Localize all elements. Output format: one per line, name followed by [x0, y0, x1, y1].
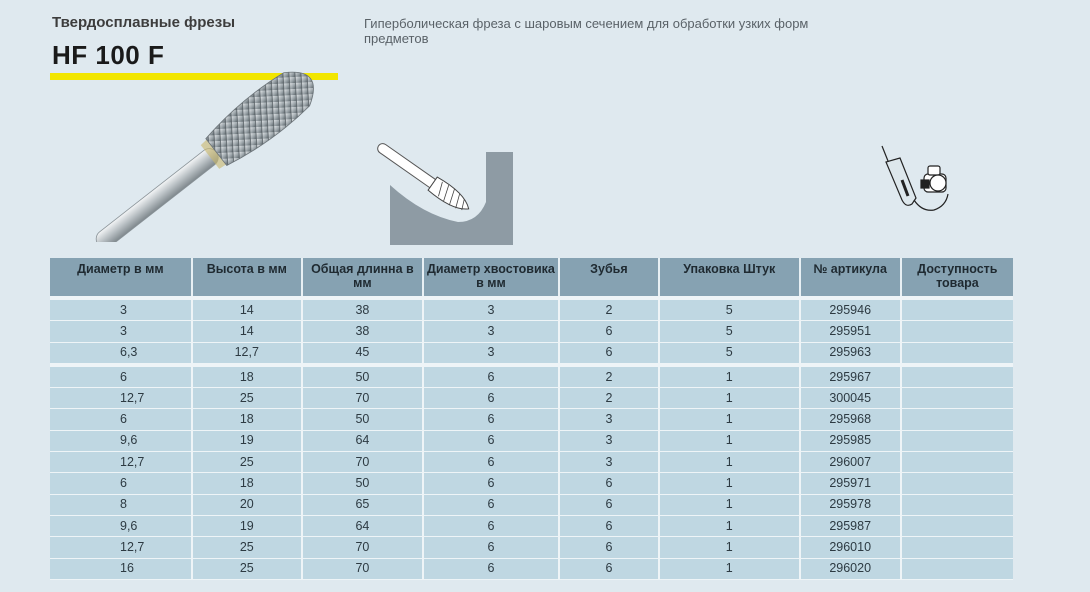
- cell-diameter: 9,6: [50, 515, 192, 536]
- cell-total-length: 70: [302, 452, 423, 473]
- cell-shank-diameter: 6: [423, 515, 559, 536]
- cell-diameter: 12,7: [50, 388, 192, 409]
- cell-article-no: 296010: [800, 537, 901, 558]
- cell-height: 20: [192, 494, 302, 515]
- cell-availability: [901, 558, 1013, 579]
- cell-shank-diameter: 6: [423, 558, 559, 579]
- cell-article-no: 295951: [800, 321, 901, 342]
- cell-shank-diameter: 6: [423, 430, 559, 451]
- carbide-burr-image: [70, 62, 350, 242]
- cell-diameter: 16: [50, 558, 192, 579]
- cell-height: 25: [192, 558, 302, 579]
- cell-height: 18: [192, 365, 302, 388]
- cell-total-length: 70: [302, 537, 423, 558]
- cell-teeth: 2: [559, 365, 659, 388]
- cell-availability: [901, 494, 1013, 515]
- product-spec-table: [50, 258, 1013, 580]
- cell-teeth: 6: [559, 473, 659, 494]
- cell-pack-qty: 1: [659, 452, 800, 473]
- cell-pack-qty: 1: [659, 515, 800, 536]
- cell-availability: [901, 515, 1013, 536]
- cell-teeth: 2: [559, 388, 659, 409]
- cell-diameter: 6: [50, 365, 192, 388]
- cell-availability: [901, 430, 1013, 451]
- page-title: HF 100 F: [52, 40, 165, 70]
- table-header-row: [50, 258, 1013, 298]
- cell-availability: [901, 452, 1013, 473]
- col-header-availability: Доступность товара: [901, 258, 1013, 298]
- cell-height: 14: [192, 298, 302, 321]
- cell-diameter: 6: [50, 409, 192, 430]
- cell-total-length: 70: [302, 388, 423, 409]
- cell-total-length: 64: [302, 515, 423, 536]
- col-header-teeth: Зубья: [559, 258, 659, 298]
- cell-total-length: 70: [302, 558, 423, 579]
- cell-total-length: 38: [302, 298, 423, 321]
- table-row: [50, 537, 1013, 558]
- cell-pack-qty: 5: [659, 298, 800, 321]
- cell-pack-qty: 1: [659, 430, 800, 451]
- cell-pack-qty: 1: [659, 473, 800, 494]
- cell-availability: [901, 342, 1013, 365]
- cell-shank-diameter: 6: [423, 537, 559, 558]
- cell-total-length: 50: [302, 409, 423, 430]
- cell-height: 25: [192, 537, 302, 558]
- cell-diameter: 12,7: [50, 452, 192, 473]
- cell-article-no: 296020: [800, 558, 901, 579]
- cell-total-length: 45: [302, 342, 423, 365]
- cell-shank-diameter: 3: [423, 321, 559, 342]
- cell-teeth: 6: [559, 558, 659, 579]
- cell-article-no: 295963: [800, 342, 901, 365]
- table-row: [50, 365, 1013, 388]
- cell-teeth: 6: [559, 537, 659, 558]
- cell-pack-qty: 1: [659, 388, 800, 409]
- cell-article-no: 295946: [800, 298, 901, 321]
- product-description: Гиперболическая фреза с шаровым сечением для обработки узких форм предметов: [364, 16, 809, 46]
- cell-pack-qty: 1: [659, 558, 800, 579]
- cell-teeth: 6: [559, 321, 659, 342]
- cell-height: 25: [192, 452, 302, 473]
- table-row: [50, 515, 1013, 536]
- cell-article-no: 295987: [800, 515, 901, 536]
- cell-total-length: 50: [302, 365, 423, 388]
- cell-diameter: 6: [50, 473, 192, 494]
- cell-availability: [901, 409, 1013, 430]
- cell-teeth: 2: [559, 298, 659, 321]
- cell-diameter: 9,6: [50, 430, 192, 451]
- table-row: [50, 409, 1013, 430]
- cell-teeth: 3: [559, 430, 659, 451]
- cell-pack-qty: 5: [659, 321, 800, 342]
- cell-shank-diameter: 6: [423, 409, 559, 430]
- cell-height: 18: [192, 473, 302, 494]
- application-diagram: [368, 140, 518, 250]
- cell-shank-diameter: 3: [423, 342, 559, 365]
- cell-diameter: 3: [50, 321, 192, 342]
- cell-article-no: 296007: [800, 452, 901, 473]
- cell-height: 25: [192, 388, 302, 409]
- col-header-diameter: Диаметр в мм: [50, 258, 192, 298]
- col-header-shank-diameter: Диаметр хвостовика в мм: [423, 258, 559, 298]
- cell-availability: [901, 321, 1013, 342]
- cell-availability: [901, 365, 1013, 388]
- cell-diameter: 3: [50, 298, 192, 321]
- cell-teeth: 3: [559, 409, 659, 430]
- cell-shank-diameter: 6: [423, 494, 559, 515]
- table-row: [50, 452, 1013, 473]
- cell-shank-diameter: 6: [423, 473, 559, 494]
- cell-pack-qty: 1: [659, 537, 800, 558]
- cell-availability: [901, 537, 1013, 558]
- cell-pack-qty: 1: [659, 409, 800, 430]
- cell-height: 19: [192, 515, 302, 536]
- table-row: [50, 388, 1013, 409]
- col-header-height: Высота в мм: [192, 258, 302, 298]
- col-header-total-length: Общая длинна в мм: [302, 258, 423, 298]
- cell-pack-qty: 1: [659, 365, 800, 388]
- cell-shank-diameter: 6: [423, 452, 559, 473]
- cell-total-length: 64: [302, 430, 423, 451]
- cell-height: 14: [192, 321, 302, 342]
- cell-teeth: 6: [559, 342, 659, 365]
- table-row: [50, 342, 1013, 365]
- cell-height: 12,7: [192, 342, 302, 365]
- table-row: [50, 494, 1013, 515]
- cell-pack-qty: 5: [659, 342, 800, 365]
- cell-availability: [901, 298, 1013, 321]
- table-row: [50, 430, 1013, 451]
- page-subtitle: Твердосплавные фрезы: [52, 14, 236, 31]
- cell-diameter: 12,7: [50, 537, 192, 558]
- cell-pack-qty: 1: [659, 494, 800, 515]
- cell-total-length: 65: [302, 494, 423, 515]
- cell-teeth: 6: [559, 515, 659, 536]
- cell-height: 18: [192, 409, 302, 430]
- cell-shank-diameter: 6: [423, 365, 559, 388]
- cell-teeth: 6: [559, 494, 659, 515]
- cell-total-length: 50: [302, 473, 423, 494]
- cell-total-length: 38: [302, 321, 423, 342]
- cell-article-no: 295968: [800, 409, 901, 430]
- cell-diameter: 8: [50, 494, 192, 515]
- table-row: [50, 473, 1013, 494]
- cell-availability: [901, 388, 1013, 409]
- cell-shank-diameter: 6: [423, 388, 559, 409]
- rotary-tool-icon: [872, 140, 962, 220]
- cell-height: 19: [192, 430, 302, 451]
- col-header-pack-qty: Упаковка Штук: [659, 258, 800, 298]
- cell-article-no: 295967: [800, 365, 901, 388]
- table-row: [50, 321, 1013, 342]
- cell-article-no: 295985: [800, 430, 901, 451]
- table-row: [50, 558, 1013, 579]
- cell-article-no: 295978: [800, 494, 901, 515]
- cell-article-no: 295971: [800, 473, 901, 494]
- cell-article-no: 300045: [800, 388, 901, 409]
- cell-teeth: 3: [559, 452, 659, 473]
- cell-diameter: 6,3: [50, 342, 192, 365]
- table-row: [50, 298, 1013, 321]
- cell-availability: [901, 473, 1013, 494]
- col-header-article-no: № артикула: [800, 258, 901, 298]
- cell-shank-diameter: 3: [423, 298, 559, 321]
